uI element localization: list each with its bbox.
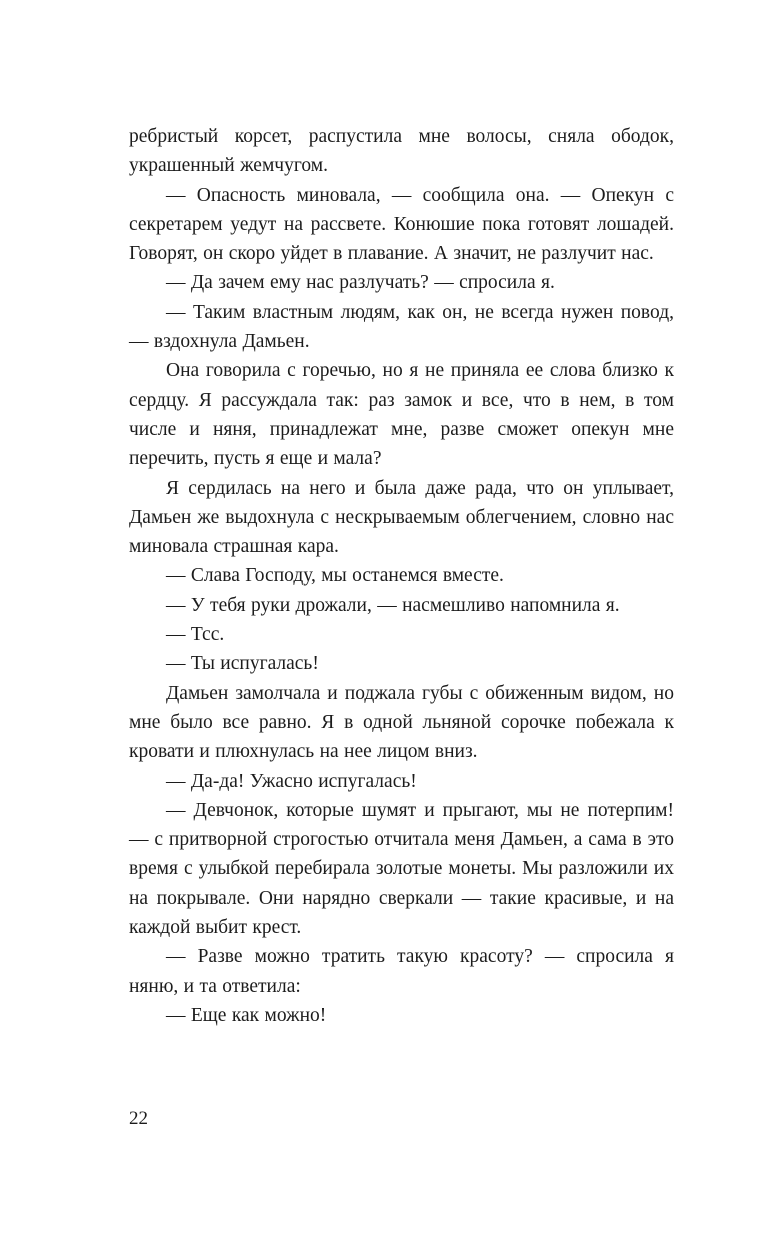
paragraph: — У тебя руки дрожали, — насмешливо напомнила я. — [166, 594, 620, 616]
paragraph: — Таким властным людям, как он, не всегда нужен повод, — вздохнула Дамьен. — [129, 301, 674, 353]
paragraph: ребристый корсет, распустила мне волосы, сняла ободок, украшенный жемчугом. — [129, 126, 674, 177]
paragraph: — Девчонок, которые шумят и прыгают, мы не потерпим! — с притворной строгостью отчитала меня Дамьен, а сама в это время с улыбкой перебирала золотые монеты. Мы разложили их на покрывале. Они нарядно сверкали — такие красивые, и на каждой выбит крест. — [129, 799, 674, 939]
paragraph: — Слава Господу, мы останемся вместе. — [166, 565, 504, 587]
paragraph: Дамьен замолчала и поджала губы с обиженным видом, но мне было все равно. Я в одной льняной сорочке побежала к кровати и плюхнулась на нее лицом вниз. — [129, 682, 674, 763]
paragraph: — Да зачем ему нас разлучать? — спросила я. — [166, 272, 555, 294]
paragraph: — Разве можно тратить такую красоту? — спросила я няню, и та ответила: — [129, 946, 674, 997]
page-text — [129, 122, 674, 1030]
page-number: 22 — [129, 1108, 148, 1129]
paragraph: — Тсс. — [166, 624, 225, 646]
paragraph: — Ты испугалась! — [166, 653, 319, 675]
paragraph: — Да-да! Ужасно испугалась! — [166, 770, 417, 792]
paragraph: Она говорила с горечью, но я не приняла ее слова близко к сердцу. Я рассуждала так: раз замок и все, что в нем, в том числе и няня, принадлежат мне, разве сможет опекун мне перечить, пусть я еще и мала? — [129, 360, 674, 470]
paragraph: — Еще как можно! — [166, 1004, 327, 1026]
paragraph: — Опасность миновала, — сообщила она. — Опекун с секретарем уедут на рассвете. Конюшие пока готовят лошадей. Говорят, он скоро уйдет в плавание. А значит, не разлучит нас. — [129, 184, 674, 265]
paragraph: Я сердилась на него и была даже рада, что он уплывает, Дамьен же выдохнула с нескрываемым облегчением, словно нас миновала страшная кара. — [129, 477, 674, 558]
